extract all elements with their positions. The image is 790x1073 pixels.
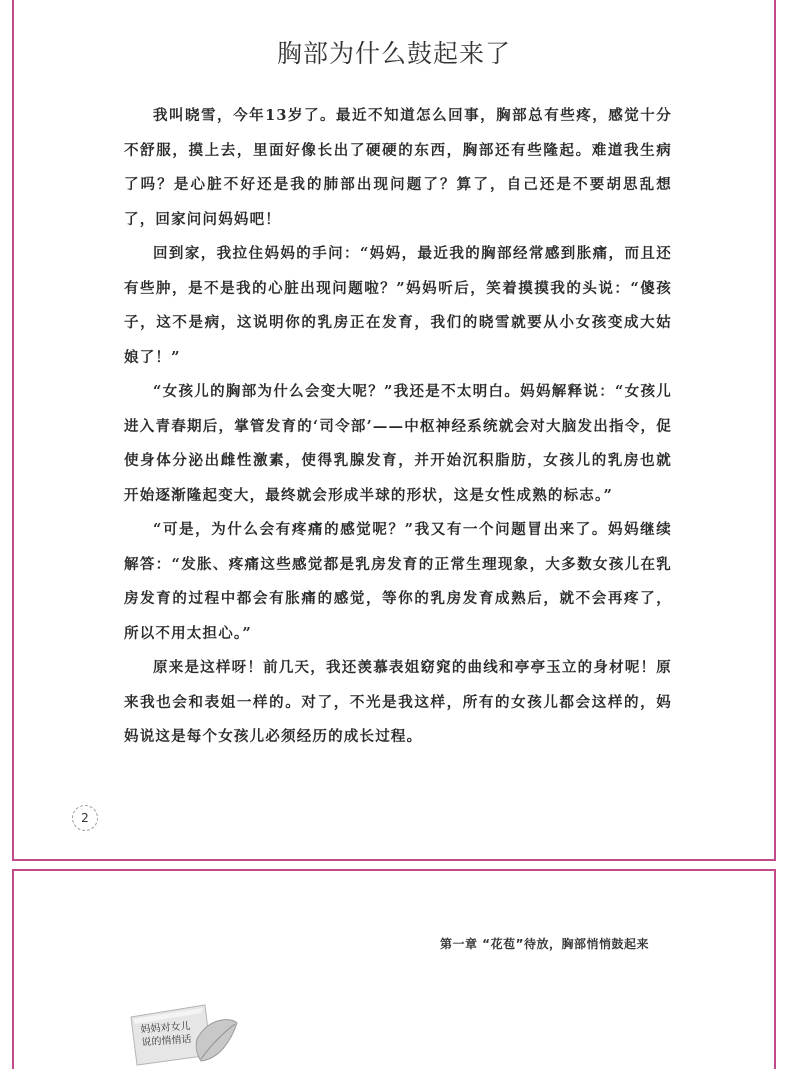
paragraph-4: “可是，为什么会有疼痛的感觉呢？”我又有一个问题冒出来了。妈妈继续解答：“发胀、疼痛这些感觉都是乳房发育的正常生理现象，大多数女孩儿在乳房发育的过程中都会有胀痛的感觉，等你的乳房发育成熟后，就不会再疼了，所以不用太担心。” xyxy=(124,521,672,642)
chapter-header: 第一章 “花苞”待放，胸部悄悄鼓起来 xyxy=(440,937,649,951)
paragraph-1: 我叫晓雪，今年13岁了。最近不知道怎么回事，胸部总有些疼，感觉十分不舒服，摸上去，里面好像长出了硬硬的东西，胸部还有些隆起。难道我生病了吗？是心脏不好还是我的肺部出现问题了？算了，自己还是不要胡思乱想了，回家问问妈妈吧！ xyxy=(124,107,672,228)
badge-line-2: 说的悄悄话 xyxy=(141,1034,192,1049)
book-page-top xyxy=(12,0,776,861)
page-title: 胸部为什么鼓起来了 xyxy=(276,39,511,68)
page-number: 2 xyxy=(72,805,98,831)
book-page-bottom xyxy=(12,869,776,1069)
badge-line-1: 妈妈对女儿 xyxy=(140,1021,191,1036)
article-body xyxy=(124,99,672,755)
paragraph-2: 回到家，我拉住妈妈的手问：“妈妈，最近我的胸部经常感到胀痛，而且还有些肿，是不是我的心脏出现问题啦？”妈妈听后，笑着摸摸我的头说：“傻孩子，这不是病，这说明你的乳房正在发育，我们的晓雪就要从小女孩变成大姑娘了！” xyxy=(124,245,672,366)
badge-label xyxy=(140,1018,216,1049)
paragraph-5: 原来是这样呀！前几天，我还羡慕表姐窈窕的曲线和亭亭玉立的身材呢！原来我也会和表姐一样的。对了，不光是我这样，所有的女孩儿都会这样的，妈妈说这是每个女孩儿必须经历的成长过程。 xyxy=(124,659,672,745)
paragraph-3: “女孩儿的胸部为什么会变大呢？”我还是不太明白。妈妈解释说：“女孩儿进入青春期后，掌管发育的‘司令部’——中枢神经系统就会对大脑发出指令，促使身体分泌出雌性激素，使得乳腺发育，并开始沉积脂肪，女孩儿的乳房也就开始逐渐隆起变大，最终就会形成半球的形状，这是女性成熟的标志。” xyxy=(124,383,672,504)
section-badge xyxy=(127,999,239,1069)
